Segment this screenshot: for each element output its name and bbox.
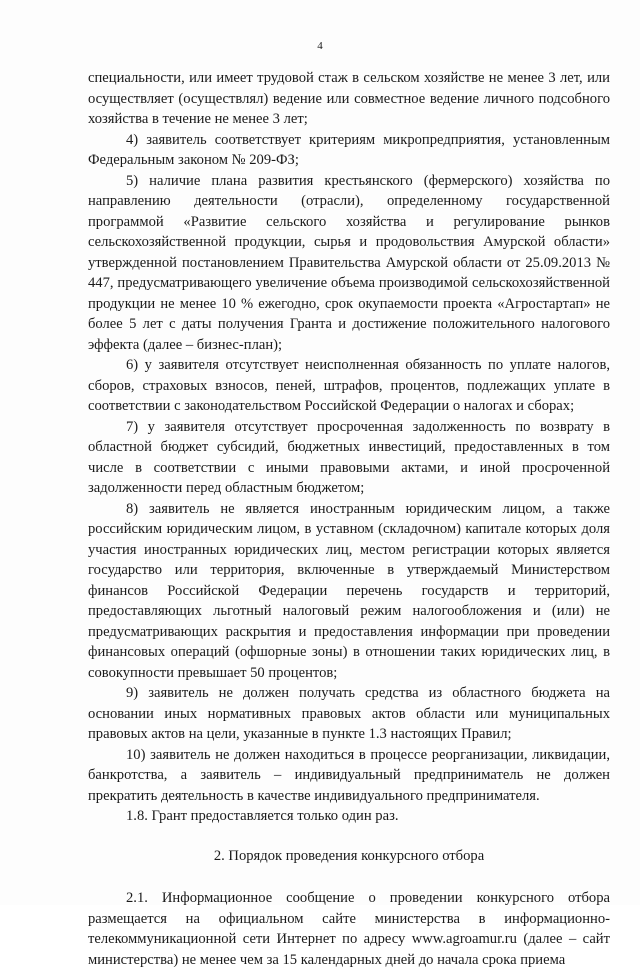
item-4-paragraph: 4) заявитель соответствует критериям микропредприятия, установленным Федеральным законом № 209-ФЗ; — [88, 131, 610, 168]
item-5-paragraph: 5) наличие плана развития крестьянского (фермерского) хозяйства по направлению деятельности (отрасли), определенному государственной программой «Развитие сельского хозяйства и регулирование рынков сельскохозяйственной продукции, сырья и продовольствия Амурской области» утвержденной постановлением Правительства Амурской области от 25.09.2013 № 447, предусматривающего увеличение объема производимой сельскохозяйственной продукции не менее 10 % ежегодно, срок окупаемости проекта «Агростартап» не более 5 лет с даты получения Гранта и достижение положительного налогового эффекта (далее – бизнес-план); — [88, 172, 610, 353]
item-8-paragraph: 8) заявитель не является иностранным юридическим лицом, а также российским юридическим лицом, в уставном (складочном) капитале которых доля участия иностранных юридических лиц, местом регистрации которых является государство или территория, включенные в утверждаемый Министерством финансов Российской Федерации перечень государств и территорий, предоставляющих льготный налоговый режим налогообложения и (или) не предусматривающих раскрытия и предоставления информации при проведении финансовых операций (офшорные зоны) в отношении таких юридических лиц, в совокупности превышает 50 процентов; — [88, 500, 610, 681]
item-6-paragraph: 6) у заявителя отсутствует неисполненная обязанность по уплате налогов, сборов, страховых взносов, пеней, штрафов, процентов, подлежащих уплате в соответствии с законодательством Российской Федерации о налогах и сборах; — [88, 357, 610, 414]
clause-2-1-paragraph: 2.1. Информационное сообщение о проведении конкурсного отбора размещается на официальном сайте министерства в информационно-телекоммуникационной сети Интернет по адресу www.agroamur.ru (далее – сайт министерства) не менее чем за 15 календарных дней до начала срока приема — [88, 890, 610, 968]
item-10-paragraph: 10) заявитель не должен находиться в процессе реорганизации, ликвидации, банкротства, а заявитель – индивидуальный предприниматель не должен прекратить деятельность в качестве индивидуального предпринимателя. — [88, 746, 610, 804]
item-7-paragraph: 7) у заявителя отсутствует просроченная задолженность по возврату в областной бюджет субсидий, бюджетных инвестиций, предоставленных в том числе в соответствии с иными правовыми актами, и иной просроченной задолженности перед областным бюджетом; — [88, 418, 610, 496]
continuation-paragraph: специальности, или имеет трудовой стаж в сельском хозяйстве не менее 3 лет, или осуществляет (осуществлял) ведение или совместное ведение личного подсобного хозяйства в течение не менее 3 лет; — [88, 70, 610, 127]
page-number: 4 — [317, 40, 323, 52]
item-9-paragraph: 9) заявитель не должен получать средства из областного бюджета на основании иных нормативных правовых актов области или муниципальных правовых актов на цели, указанные в пункте 1.3 настоящих Правил; — [88, 685, 610, 742]
document-body — [88, 68, 610, 970]
section-2-heading: 2. Порядок проведения конкурсного отбора — [213, 847, 485, 864]
clause-1-8-paragraph: 1.8. Грант предоставляется только один раз. — [126, 808, 399, 824]
